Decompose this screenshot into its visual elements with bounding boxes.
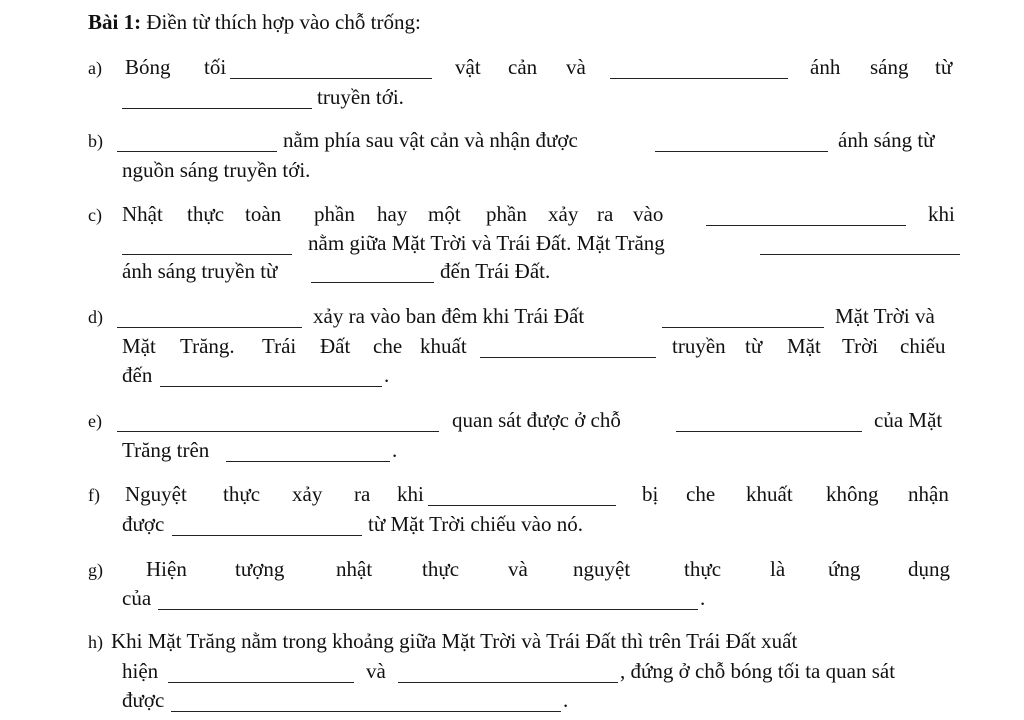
item-text: hiện — [122, 659, 159, 683]
item-text: chiếu — [900, 334, 946, 358]
fill-blank[interactable] — [117, 431, 439, 432]
item-text: nằm phía sau vật cản và nhận được — [283, 128, 578, 152]
fill-blank[interactable] — [610, 78, 788, 79]
item-text: . — [384, 363, 390, 387]
fill-blank[interactable] — [662, 327, 824, 328]
item-text: Trời — [842, 334, 879, 358]
item-text: nằm giữa Mặt Trời và Trái Đất. Mặt Trăng — [308, 231, 665, 255]
item-text: được — [122, 688, 165, 712]
item-text: khuất — [746, 482, 793, 506]
item-g-line-2 — [0, 588, 1024, 614]
item-text: nhận — [908, 482, 949, 506]
item-text: và — [508, 557, 528, 581]
item-c-line-3 — [0, 261, 1024, 287]
item-text: đến — [122, 363, 153, 387]
item-text: và — [366, 659, 386, 683]
fill-blank[interactable] — [160, 386, 382, 387]
item-label: e) — [88, 411, 102, 431]
item-g-line-1 — [0, 559, 1024, 585]
item-text: phần — [486, 202, 527, 226]
fill-blank[interactable] — [760, 254, 960, 255]
item-b-line-1 — [0, 130, 1024, 156]
item-text: khi — [397, 482, 424, 506]
item-text: được — [122, 512, 165, 536]
item-text: truyền tới. — [317, 85, 404, 109]
fill-blank[interactable] — [398, 682, 618, 683]
fill-blank[interactable] — [480, 357, 656, 358]
fill-blank[interactable] — [311, 282, 434, 283]
fill-blank[interactable] — [117, 151, 277, 152]
item-text: một — [428, 202, 461, 226]
fill-blank[interactable] — [230, 78, 432, 79]
item-text: thực — [187, 202, 225, 226]
item-text: tối — [204, 55, 227, 79]
item-text: Nguyệt — [125, 482, 187, 506]
item-text: Mặt — [787, 334, 821, 358]
item-text: dụng — [908, 557, 950, 581]
item-label: a) — [88, 58, 102, 78]
item-h-line-2 — [0, 661, 1024, 687]
exercise-number: Bài 1: — [88, 10, 142, 34]
item-text: hay — [377, 202, 408, 226]
item-text: bị — [642, 482, 659, 506]
item-text: đến Trái Đất. — [440, 259, 551, 283]
item-text: ánh sáng từ — [838, 128, 935, 152]
fill-blank[interactable] — [706, 225, 906, 226]
item-label: c) — [88, 205, 102, 225]
item-a-line-2 — [0, 87, 1024, 113]
item-a-line-1 — [0, 57, 1024, 83]
item-text: thực — [223, 482, 261, 506]
item-text: không — [826, 482, 879, 506]
item-e-line-2 — [0, 440, 1024, 466]
fill-blank[interactable] — [676, 431, 862, 432]
item-text: . — [392, 438, 398, 462]
item-text: tượng — [235, 557, 285, 581]
item-text: nhật — [336, 557, 373, 581]
item-text: quan sát được ở chỗ — [452, 408, 621, 432]
item-text: thực — [684, 557, 722, 581]
fill-blank[interactable] — [428, 505, 616, 506]
item-text: Mặt Trời và — [835, 304, 935, 328]
item-text: nguyệt — [573, 557, 631, 581]
item-d-line-3 — [0, 365, 1024, 391]
item-text: Mặt — [122, 334, 156, 358]
item-text: Khi Mặt Trăng nằm trong khoảng giữa Mặt Trời và Trái Đất thì trên Trái Đất xuất — [111, 629, 798, 653]
item-text: phần — [314, 202, 355, 226]
item-text: , đứng ở chỗ bóng tối ta quan sát — [620, 659, 896, 683]
item-text: xảy — [292, 482, 323, 506]
item-f-line-1 — [0, 484, 1024, 510]
item-text: khuất — [420, 334, 467, 358]
item-text: ứng — [828, 557, 861, 581]
item-text: từ Mặt Trời chiếu vào nó. — [368, 512, 583, 536]
fill-blank[interactable] — [226, 461, 390, 462]
item-text: là — [770, 557, 786, 581]
item-f-line-2 — [0, 514, 1024, 540]
item-label: g) — [88, 560, 103, 580]
exercise-title — [88, 12, 421, 33]
item-text: Trái — [262, 334, 297, 358]
item-c-line-2 — [0, 233, 1024, 259]
item-text: . — [700, 586, 706, 610]
item-h-line-3 — [0, 690, 1024, 716]
item-label: h) — [88, 632, 103, 652]
item-b-line-2 — [0, 160, 1024, 186]
fill-blank[interactable] — [168, 682, 354, 683]
item-text: vào — [633, 202, 664, 226]
item-text: khi — [928, 202, 955, 226]
item-label: d) — [88, 307, 103, 327]
item-text: sáng — [870, 55, 909, 79]
item-text: Hiện — [146, 557, 187, 581]
item-text: vật — [455, 55, 481, 79]
item-text: . — [563, 688, 569, 712]
fill-blank[interactable] — [171, 711, 561, 712]
item-e-line-1 — [0, 410, 1024, 436]
fill-blank[interactable] — [172, 535, 362, 536]
item-text: ánh sáng truyền từ — [122, 259, 278, 283]
item-text: xảy — [548, 202, 579, 226]
item-text: nguồn sáng truyền tới. — [122, 158, 311, 182]
item-text: ra — [354, 482, 371, 506]
item-text: của — [122, 586, 152, 610]
fill-blank[interactable] — [122, 254, 292, 255]
item-text: xảy ra vào ban đêm khi Trái Đất — [313, 304, 585, 328]
fill-blank[interactable] — [158, 609, 698, 610]
item-text: ra — [597, 202, 614, 226]
item-label: f) — [88, 485, 100, 505]
fill-blank[interactable] — [655, 151, 828, 152]
item-text: truyền — [672, 334, 726, 358]
item-text: và — [566, 55, 586, 79]
item-text: Bóng — [125, 55, 171, 79]
item-text: của Mặt — [874, 408, 943, 432]
item-text: thực — [422, 557, 460, 581]
item-c-line-1 — [0, 204, 1024, 230]
item-text: che — [686, 482, 716, 506]
item-text: Trăng. — [180, 334, 235, 358]
item-text: cản — [508, 55, 538, 79]
item-text: che — [373, 334, 403, 358]
fill-blank[interactable] — [117, 327, 302, 328]
item-text: từ — [935, 55, 953, 79]
item-text: Đất — [320, 334, 351, 358]
item-text: ánh — [810, 55, 841, 79]
item-text: toàn — [245, 202, 282, 226]
fill-blank[interactable] — [122, 108, 312, 109]
item-h-line-1 — [0, 631, 1024, 657]
item-d-line-1 — [0, 306, 1024, 332]
item-text: Nhật — [122, 202, 163, 226]
item-label: b) — [88, 131, 103, 151]
exercise-instruction: Điền từ thích hợp vào chỗ trống: — [146, 10, 421, 34]
item-d-line-2 — [0, 336, 1024, 362]
item-text: từ — [745, 334, 763, 358]
item-text: Trăng trên — [122, 438, 210, 462]
